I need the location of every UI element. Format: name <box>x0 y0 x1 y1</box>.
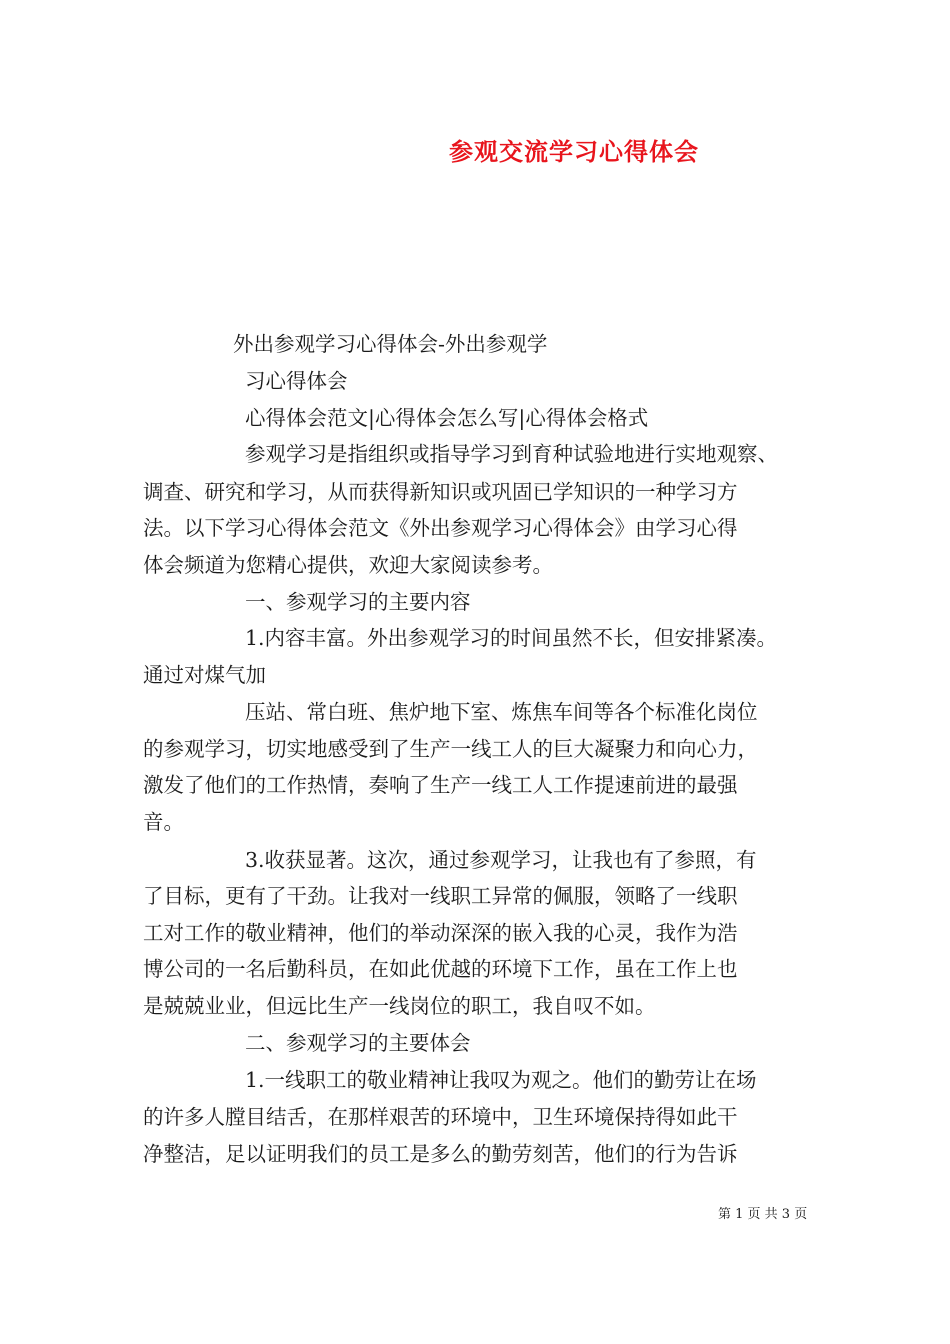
body-line: 参观学习是指组织或指导学习到育种试验地进行实地观察、 <box>245 442 778 466</box>
body-line: 的许多人膛目结舌，在那样艰苦的环境中，卫生环境保持得如此干 <box>143 1105 738 1129</box>
body-line: 了目标，更有了干劲。让我对一线职工异常的佩服，领略了一线职 <box>143 884 738 908</box>
body-line: 的参观学习，切实地感受到了生产一线工人的巨大凝聚力和向心力， <box>143 737 758 761</box>
body-line: 外出参观学习心得体会-外出参观学 <box>233 332 548 356</box>
body-line: 习心得体会 <box>245 369 348 393</box>
body-line: 音。 <box>143 810 184 834</box>
body-line: 博公司的一名后勤科员，在如此优越的环境下工作，虽在工作上也 <box>143 957 738 981</box>
body-line: 工对工作的敬业精神，他们的举动深深的嵌入我的心灵，我作为浩 <box>143 921 738 945</box>
section-heading: 二、参观学习的主要体会 <box>245 1031 471 1055</box>
body-line: 通过对煤气加 <box>143 663 266 687</box>
section-heading: 一、参观学习的主要内容 <box>245 590 471 614</box>
document-title: 参观交流学习心得体会 <box>449 137 699 166</box>
body-line: 3.收获显著。这次，通过参观学习，让我也有了参照，有 <box>245 848 757 872</box>
body-line: 1.内容丰富。外出参观学习的时间虽然不长，但安排紧凑。 <box>245 626 778 650</box>
body-line: 激发了他们的工作热情，奏响了生产一线工人工作提速前进的最强 <box>143 773 738 797</box>
body-line: 是兢兢业业，但远比生产一线岗位的职工，我自叹不如。 <box>143 994 656 1018</box>
body-line: 法。以下学习心得体会范文《外出参观学习心得体会》由学习心得 <box>143 516 738 540</box>
body-line: 调查、研究和学习，从而获得新知识或巩固已学知识的一种学习方 <box>143 480 738 504</box>
body-line: 体会频道为您精心提供，欢迎大家阅读参考。 <box>143 553 553 577</box>
body-line: 净整洁，足以证明我们的员工是多么的勤劳刻苦，他们的行为告诉 <box>143 1142 738 1166</box>
body-line: 心得体会范文|心得体会怎么写|心得体会格式 <box>245 406 649 430</box>
page-footer: 第 1 页 共 3 页 <box>718 1207 808 1222</box>
body-line: 压站、常白班、焦炉地下室、炼焦车间等各个标准化岗位 <box>245 700 758 724</box>
body-line: 1.一线职工的敬业精神让我叹为观之。他们的勤劳让在场 <box>245 1068 757 1092</box>
